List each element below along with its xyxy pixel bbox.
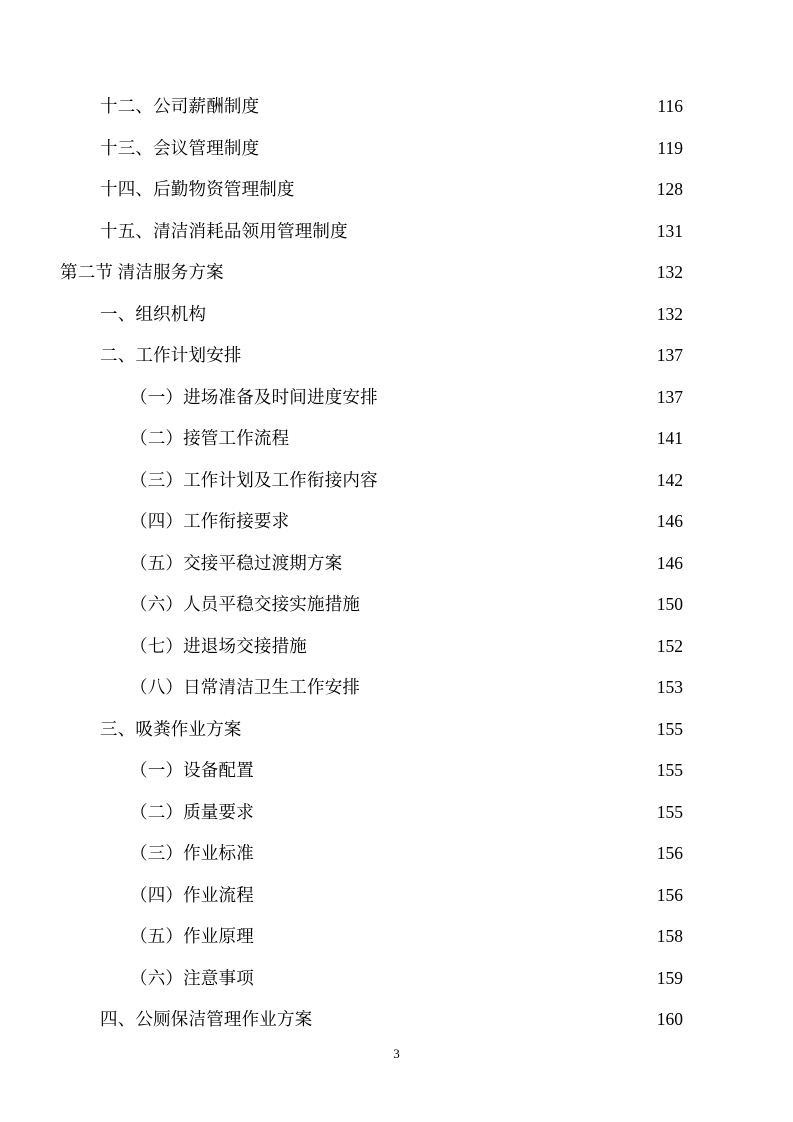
toc-leader-dots bbox=[255, 925, 636, 943]
toc-entry[interactable] bbox=[0, 875, 683, 917]
toc-entry[interactable] bbox=[0, 460, 683, 502]
toc-leader-dots bbox=[313, 1008, 636, 1026]
toc-entry[interactable] bbox=[0, 252, 683, 294]
toc-entry[interactable] bbox=[0, 128, 683, 170]
toc-entry[interactable] bbox=[0, 543, 683, 585]
toc-entry-page: 155 bbox=[656, 718, 683, 739]
toc-entry-label: （七）进退场交接措施 bbox=[130, 635, 307, 656]
toc-entry[interactable] bbox=[0, 86, 683, 128]
toc-entry-page: 132 bbox=[656, 262, 683, 282]
toc-entry-page: 156 bbox=[656, 843, 683, 863]
table-of-contents bbox=[0, 86, 793, 1041]
toc-entry-page: 153 bbox=[656, 677, 683, 697]
toc-leader-dots bbox=[260, 136, 636, 154]
toc-leader-dots bbox=[255, 759, 636, 777]
toc-leader-dots bbox=[243, 717, 636, 735]
page-footer bbox=[0, 1046, 793, 1062]
toc-entry-label: （二）接管工作流程 bbox=[130, 428, 290, 448]
toc-entry-label: （六）注意事项 bbox=[130, 967, 254, 988]
toc-entry[interactable] bbox=[0, 584, 683, 626]
toc-entry-label: 十五、清洁消耗品领用管理制度 bbox=[100, 220, 348, 241]
toc-entry-page: 141 bbox=[656, 428, 683, 448]
toc-entry[interactable] bbox=[0, 211, 683, 253]
toc-entry-page: 159 bbox=[656, 967, 683, 988]
toc-entry-label: 十四、后勤物资管理制度 bbox=[100, 179, 295, 199]
toc-leader-dots bbox=[260, 95, 636, 113]
toc-entry-label: （四）工作衔接要求 bbox=[130, 511, 290, 531]
toc-entry-label: （四）作业流程 bbox=[130, 884, 254, 905]
toc-entry[interactable] bbox=[0, 418, 683, 460]
toc-entry-page: 155 bbox=[656, 760, 683, 780]
toc-entry-page: 132 bbox=[656, 303, 683, 324]
toc-entry[interactable] bbox=[0, 916, 683, 958]
toc-entry-page: 131 bbox=[656, 220, 683, 241]
toc-entry-label: （五）交接平稳过渡期方案 bbox=[130, 552, 343, 573]
toc-entry[interactable] bbox=[0, 833, 683, 875]
toc-entry[interactable] bbox=[0, 294, 683, 336]
toc-leader-dots bbox=[349, 219, 636, 237]
page-number: 3 bbox=[393, 1046, 400, 1061]
toc-entry-page: 160 bbox=[656, 1009, 683, 1029]
toc-leader-dots bbox=[207, 302, 636, 320]
toc-entry-page: 146 bbox=[656, 511, 683, 531]
toc-entry-label: 一、组织机构 bbox=[100, 303, 207, 324]
toc-entry-page: 142 bbox=[656, 469, 683, 490]
toc-entry-label: 四、公厕保洁管理作业方案 bbox=[100, 1009, 313, 1029]
toc-entry-label: 第二节 清洁服务方案 bbox=[60, 262, 224, 282]
toc-entry-label: （二）质量要求 bbox=[130, 801, 254, 822]
toc-entry-label: （一）进场准备及时间进度安排 bbox=[130, 386, 378, 407]
toc-leader-dots bbox=[343, 551, 636, 569]
toc-list bbox=[0, 86, 793, 1041]
toc-entry[interactable] bbox=[0, 377, 683, 419]
toc-leader-dots bbox=[290, 427, 636, 445]
toc-leader-dots bbox=[290, 510, 636, 528]
toc-entry-page: 158 bbox=[656, 926, 683, 946]
toc-entry[interactable] bbox=[0, 958, 683, 1000]
toc-leader-dots bbox=[296, 178, 636, 196]
toc-entry[interactable] bbox=[0, 501, 683, 543]
toc-entry[interactable] bbox=[0, 999, 683, 1041]
toc-leader-dots bbox=[361, 676, 636, 694]
toc-entry-page: 155 bbox=[656, 801, 683, 822]
toc-entry-page: 156 bbox=[656, 884, 683, 905]
toc-entry-page: 116 bbox=[657, 96, 683, 116]
toc-leader-dots bbox=[225, 261, 636, 279]
toc-entry-page: 137 bbox=[656, 345, 683, 365]
toc-leader-dots bbox=[255, 883, 636, 901]
toc-entry[interactable] bbox=[0, 667, 683, 709]
toc-entry-label: （三）工作计划及工作衔接内容 bbox=[130, 469, 378, 490]
toc-entry-page: 119 bbox=[657, 137, 683, 158]
toc-entry-page: 137 bbox=[656, 386, 683, 407]
toc-entry[interactable] bbox=[0, 626, 683, 668]
toc-entry-label: 二、工作计划安排 bbox=[100, 345, 242, 365]
toc-entry-page: 146 bbox=[656, 552, 683, 573]
toc-entry[interactable] bbox=[0, 169, 683, 211]
toc-entry-label: （五）作业原理 bbox=[130, 926, 254, 946]
toc-entry-label: （八）日常清洁卫生工作安排 bbox=[130, 677, 361, 697]
toc-leader-dots bbox=[255, 966, 636, 984]
toc-entry-label: 十三、会议管理制度 bbox=[100, 137, 260, 158]
toc-entry-page: 152 bbox=[656, 635, 683, 656]
toc-entry-label: （六）人员平稳交接实施措施 bbox=[130, 594, 361, 614]
toc-entry[interactable] bbox=[0, 335, 683, 377]
toc-leader-dots bbox=[243, 344, 636, 362]
toc-entry-page: 150 bbox=[656, 594, 683, 614]
toc-leader-dots bbox=[379, 385, 636, 403]
toc-entry-page: 128 bbox=[656, 179, 683, 199]
toc-entry[interactable] bbox=[0, 792, 683, 834]
toc-entry-label: （三）作业标准 bbox=[130, 843, 254, 863]
toc-leader-dots bbox=[361, 593, 636, 611]
toc-entry[interactable] bbox=[0, 750, 683, 792]
toc-leader-dots bbox=[379, 468, 636, 486]
toc-leader-dots bbox=[255, 842, 636, 860]
toc-entry-label: 三、吸粪作业方案 bbox=[100, 718, 242, 739]
toc-leader-dots bbox=[255, 800, 636, 818]
toc-entry[interactable] bbox=[0, 709, 683, 751]
toc-leader-dots bbox=[308, 634, 636, 652]
toc-entry-label: 十二、公司薪酬制度 bbox=[100, 96, 260, 116]
toc-entry-label: （一）设备配置 bbox=[130, 760, 254, 780]
